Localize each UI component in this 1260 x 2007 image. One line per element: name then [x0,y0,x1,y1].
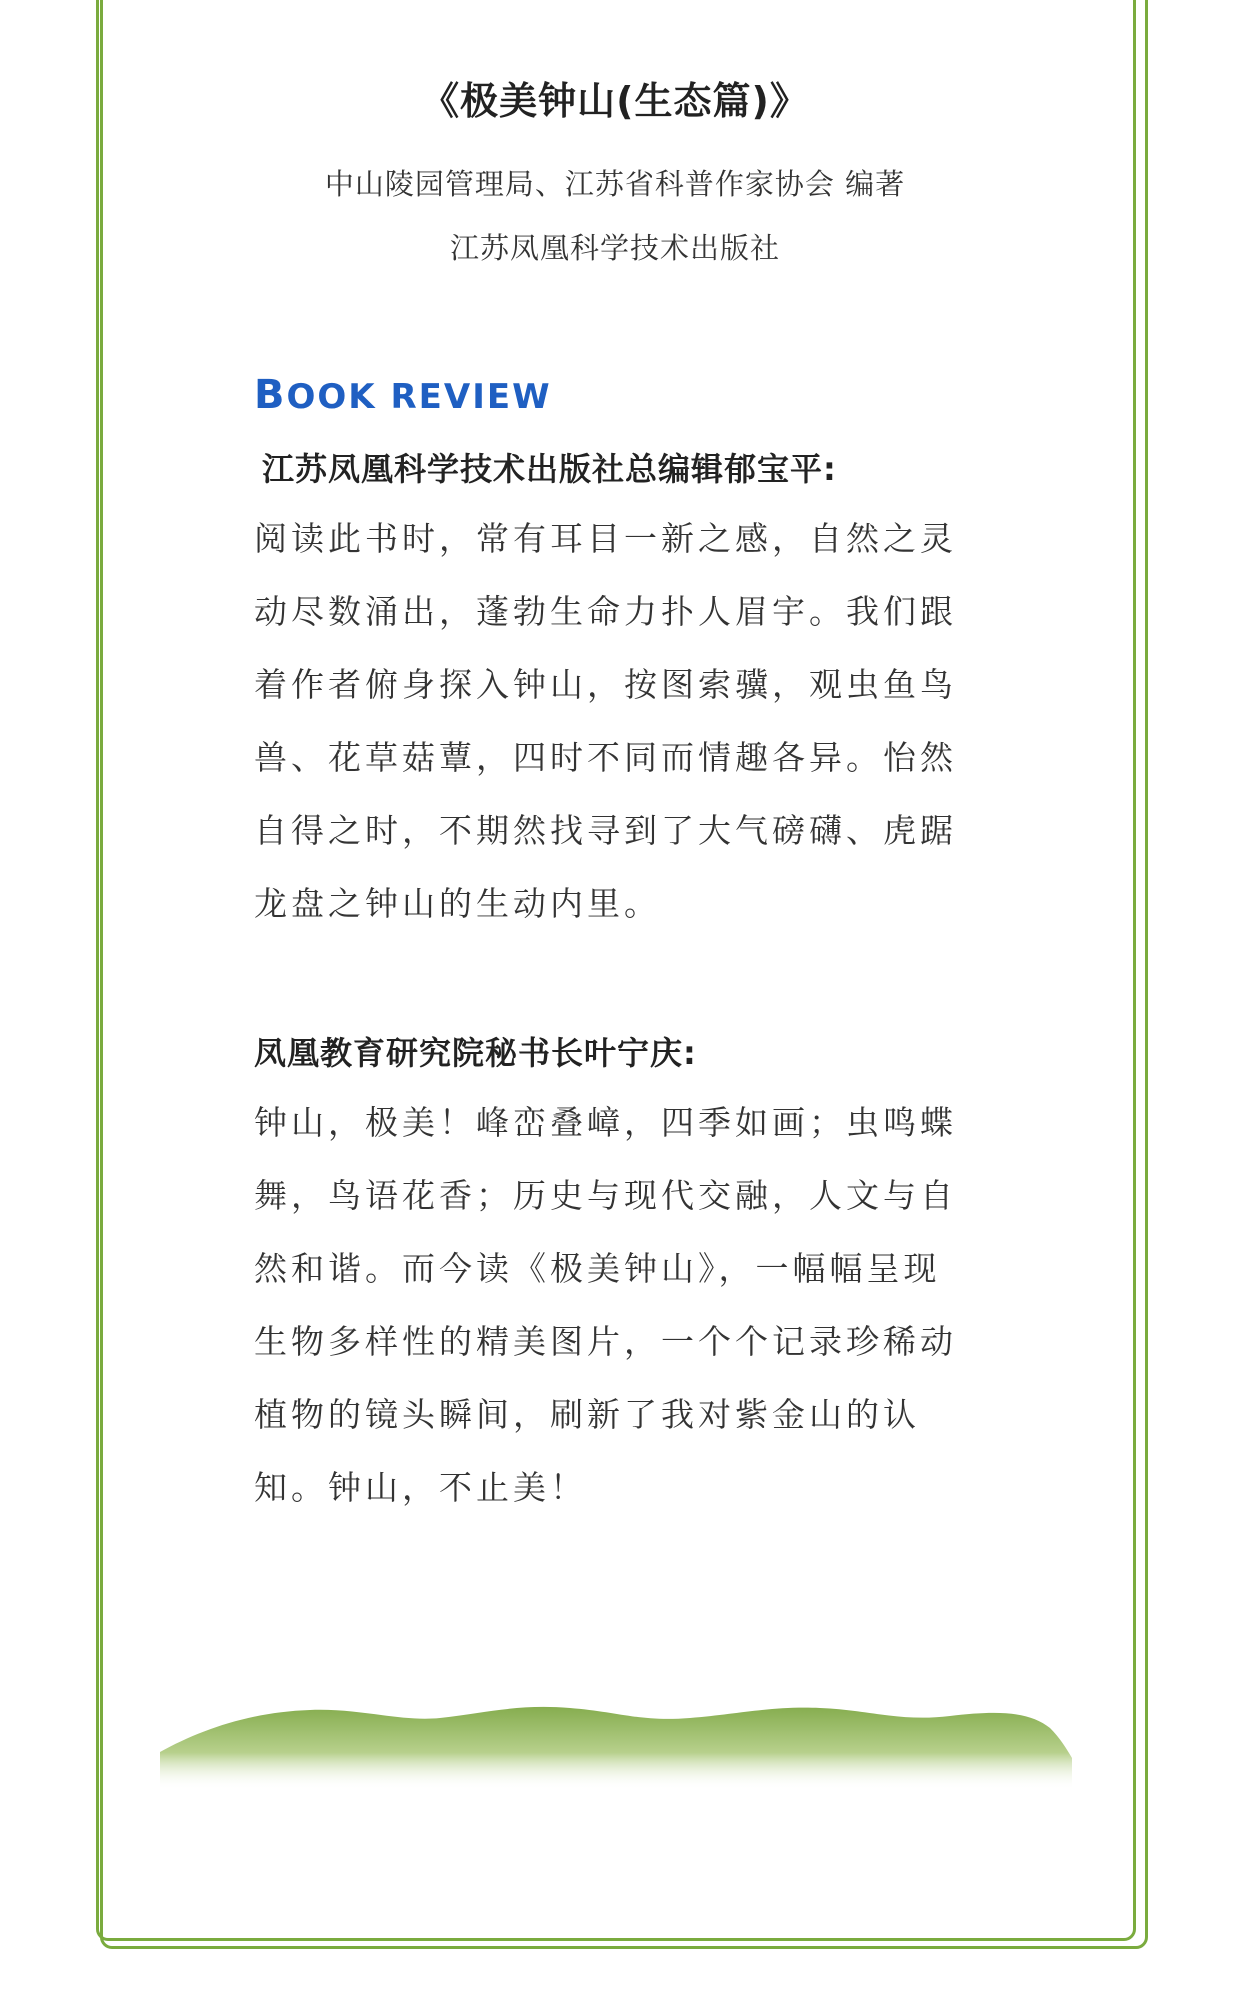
section-heading [254,372,552,418]
book-author: 中山陵园管理局、江苏省科普作家协会 编著 [324,167,906,201]
hills-illustration [160,1700,1072,1790]
section-heading-rest: OOK REVIEW [286,377,552,417]
review-text: 钟山，极美！峰峦叠嶂，四季如画；虫鸣蝶舞，鸟语花香；历史与现代交融，人文与自然和谐。而今读《极美钟山》，一幅幅呈现生物多样性的精美图片，一个个记录珍稀动植物的镜头瞬间，刷新了我对紫金山的认知。钟山，不止美！ [254,1103,957,1507]
inner-frame-border [96,0,1136,1941]
review-block [254,446,974,940]
reviewer-name: 江苏凤凰科学技术出版社总编辑郁宝平: [262,450,837,488]
hills-shape [160,1707,1072,1790]
review-block [254,1030,974,1524]
book-publisher: 江苏凤凰科学技术出版社 [449,231,780,265]
book-title: 《极美钟山(生态篇)》 [421,79,809,123]
section-heading-initial: B [254,372,287,418]
review-text: 阅读此书时，常有耳目一新之感，自然之灵动尽数涌出，蓬勃生命力扑人眉宇。我们跟着作者俯身探入钟山，按图索骥，观虫鱼鸟兽、花草菇蕈，四时不同而情趣各异。怡然自得之时，不期然找寻到了大气磅礴、虎踞龙盘之钟山的生动内里。 [254,519,957,923]
reviewer-name: 凤凰教育研究院秘书长叶宁庆: [254,1034,697,1072]
